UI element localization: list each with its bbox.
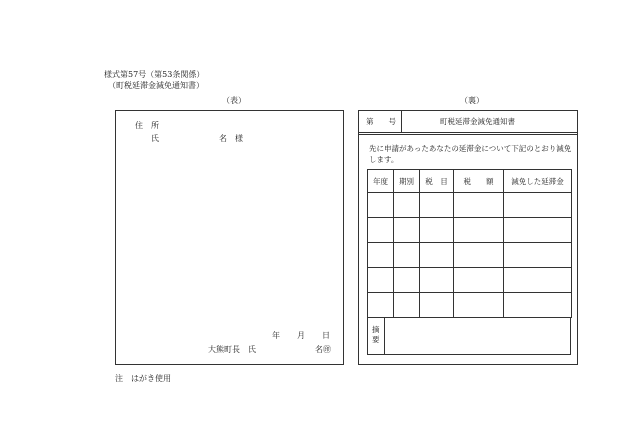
table-cell bbox=[420, 243, 454, 268]
table-cell bbox=[394, 218, 420, 243]
table-cell bbox=[454, 243, 504, 268]
footer-note: 注 はがき使用 bbox=[115, 374, 171, 383]
name-suffix: 名 様 bbox=[219, 134, 243, 143]
header-period: 期別 bbox=[394, 170, 420, 193]
table-cell bbox=[420, 193, 454, 218]
address-label: 住 所 bbox=[135, 121, 159, 130]
reduction-table bbox=[367, 169, 572, 318]
table-cell bbox=[454, 268, 504, 293]
table-row bbox=[368, 218, 572, 243]
title-separator-1 bbox=[359, 132, 577, 133]
table-cell bbox=[454, 193, 504, 218]
table-cell bbox=[420, 293, 454, 318]
table-cell bbox=[368, 243, 394, 268]
back-card bbox=[358, 110, 578, 365]
table-header-row bbox=[368, 170, 572, 193]
header-fiscal-year: 年度 bbox=[368, 170, 394, 193]
form-title: （町税延滞金減免通知書） bbox=[108, 81, 204, 90]
date-day: 日 bbox=[322, 331, 330, 340]
remarks-divider bbox=[384, 318, 385, 354]
header-reduced-amount: 減免した延滞金 bbox=[504, 170, 572, 193]
table-cell bbox=[368, 293, 394, 318]
table-cell bbox=[504, 193, 572, 218]
date-year: 年 bbox=[272, 331, 280, 340]
table-cell bbox=[420, 218, 454, 243]
title-divider bbox=[401, 111, 402, 132]
issuer: 大熊町長 氏 bbox=[208, 345, 256, 354]
number-label: 第 号 bbox=[366, 117, 396, 126]
table-cell bbox=[454, 218, 504, 243]
table-cell bbox=[420, 268, 454, 293]
header-tax-amount: 税 額 bbox=[454, 170, 504, 193]
table-row bbox=[368, 268, 572, 293]
front-card bbox=[115, 110, 344, 365]
name-label: 氏 bbox=[151, 134, 159, 143]
remarks-label: 摘要 bbox=[372, 325, 380, 344]
message: 先に申請があったあなたの延滞金について下記のとおり減免します。 bbox=[369, 144, 572, 164]
issuer-suffix: 名㊞ bbox=[315, 345, 331, 354]
date-month: 月 bbox=[297, 331, 305, 340]
table-cell bbox=[394, 193, 420, 218]
header-tax-item: 税 目 bbox=[420, 170, 454, 193]
table-cell bbox=[368, 268, 394, 293]
table-row bbox=[368, 193, 572, 218]
table-cell bbox=[454, 293, 504, 318]
table-cell bbox=[504, 293, 572, 318]
table-cell bbox=[504, 218, 572, 243]
form-number: 様式第57号（第53条関係） bbox=[104, 70, 205, 79]
table-cell bbox=[504, 243, 572, 268]
table-row bbox=[368, 293, 572, 318]
table-row bbox=[368, 243, 572, 268]
notice-title: 町税延滞金減免通知書 bbox=[440, 117, 515, 126]
table-cell bbox=[368, 218, 394, 243]
table-cell bbox=[394, 293, 420, 318]
front-side-label: （表） bbox=[222, 96, 246, 105]
table-cell bbox=[394, 243, 420, 268]
table-cell bbox=[504, 268, 572, 293]
title-separator-2 bbox=[359, 134, 577, 135]
remarks-box bbox=[367, 317, 571, 355]
table-cell bbox=[368, 193, 394, 218]
back-side-label: （裏） bbox=[460, 96, 484, 105]
table-cell bbox=[394, 268, 420, 293]
